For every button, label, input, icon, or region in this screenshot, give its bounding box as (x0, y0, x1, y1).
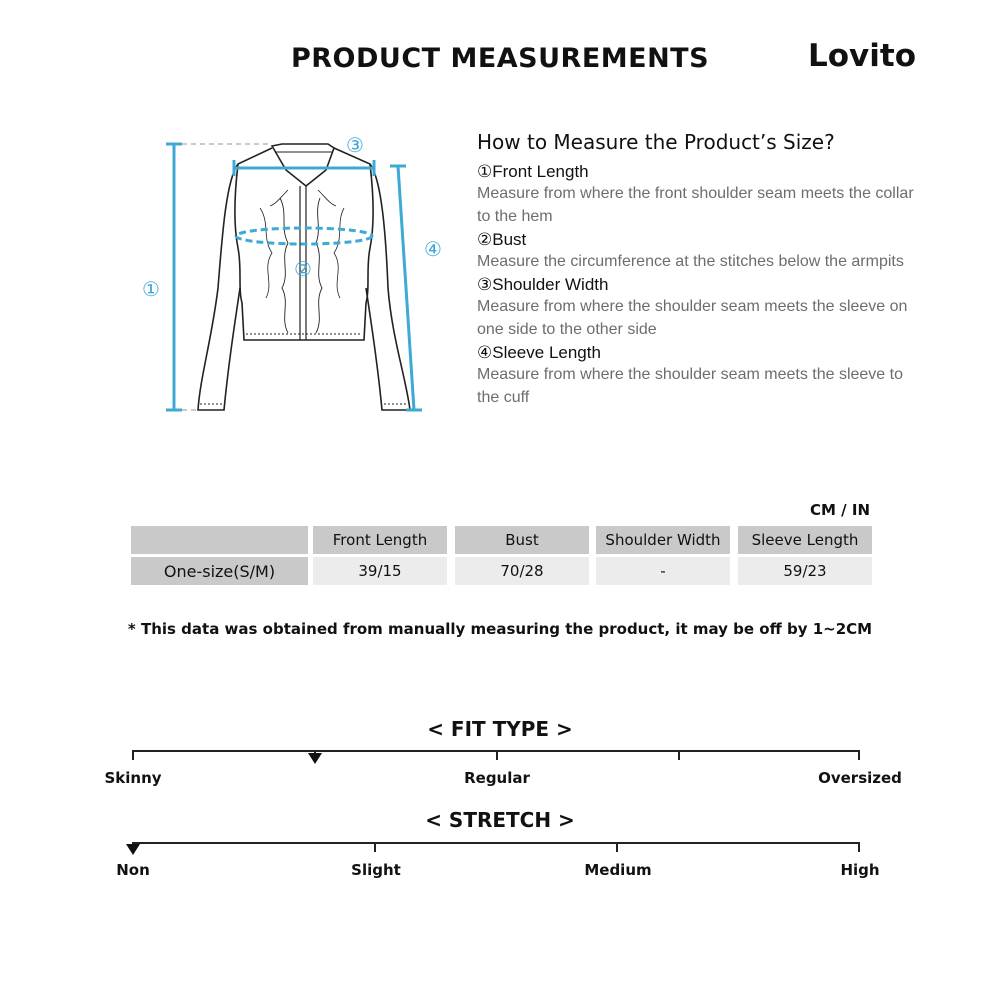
brand-logo: Lovito (808, 38, 917, 74)
shoulder-marker: ③ (346, 133, 364, 157)
guide-item-label: ③Shoulder Width (477, 275, 609, 294)
unit-label: CM / IN (810, 501, 870, 519)
table-header-cell: Bust (455, 526, 589, 554)
table-cell: 39/15 (313, 557, 447, 585)
fit-label-regular: Regular (464, 769, 530, 787)
table-header-cell (131, 526, 308, 554)
sleeve-marker: ④ (424, 237, 442, 261)
guide-item-desc: Measure from where the shoulder seam meets the sleeve to the cuff (477, 366, 903, 406)
scale-tick (616, 842, 618, 852)
guide-item (477, 343, 917, 409)
guide-item (477, 275, 917, 341)
guide-item (477, 162, 917, 228)
page-title: PRODUCT MEASUREMENTS (290, 43, 710, 74)
scale-tick (858, 750, 860, 760)
scale-tick (678, 750, 680, 760)
guide-item-label: ①Front Length (477, 162, 589, 181)
stretch-label-non: Non (116, 861, 150, 879)
stretch-label-medium: Medium (584, 861, 652, 879)
scale-tick (858, 842, 860, 852)
guide-item (477, 230, 917, 273)
guide-item-desc: Measure from where the shoulder seam meets the sleeve on one side to the other side (477, 298, 908, 338)
guide-title: How to Measure the Product’s Size? (477, 130, 835, 154)
disclaimer-note: * This data was obtained from manually measuring the product, it may be off by 1~2CM (127, 620, 873, 638)
table-cell: 70/28 (455, 557, 589, 585)
guide-item-desc: Measure the circumference at the stitches below the armpits (477, 253, 904, 270)
fit-label-skinny: Skinny (104, 769, 162, 787)
stretch-marker (126, 844, 140, 855)
stretch-label-high: High (840, 861, 880, 879)
scale-tick (132, 750, 134, 760)
stretch-line (132, 842, 860, 844)
garment-measurement-diagram (130, 128, 460, 428)
table-cell: - (596, 557, 730, 585)
bust-marker: ② (294, 257, 312, 281)
fit-label-oversized: Oversized (818, 769, 902, 787)
table-header-cell: Front Length (313, 526, 447, 554)
guide-item-label: ④Sleeve Length (477, 343, 601, 362)
fit-type-marker (308, 753, 322, 764)
table-cell: 59/23 (738, 557, 872, 585)
table-header-cell: Shoulder Width (596, 526, 730, 554)
guide-item-label: ②Bust (477, 230, 527, 249)
table-row-label: One-size(S/M) (131, 557, 308, 585)
front-length-marker: ① (142, 277, 160, 301)
guide-item-desc: Measure from where the front shoulder seam meets the collar to the hem (477, 185, 914, 225)
scale-tick (496, 750, 498, 760)
scale-tick (374, 842, 376, 852)
stretch-label-slight: Slight (351, 861, 401, 879)
stretch-title: < STRETCH > (425, 808, 575, 832)
measurement-guide (477, 130, 917, 411)
fit-type-title: < FIT TYPE > (427, 717, 573, 741)
table-header-cell: Sleeve Length (738, 526, 872, 554)
